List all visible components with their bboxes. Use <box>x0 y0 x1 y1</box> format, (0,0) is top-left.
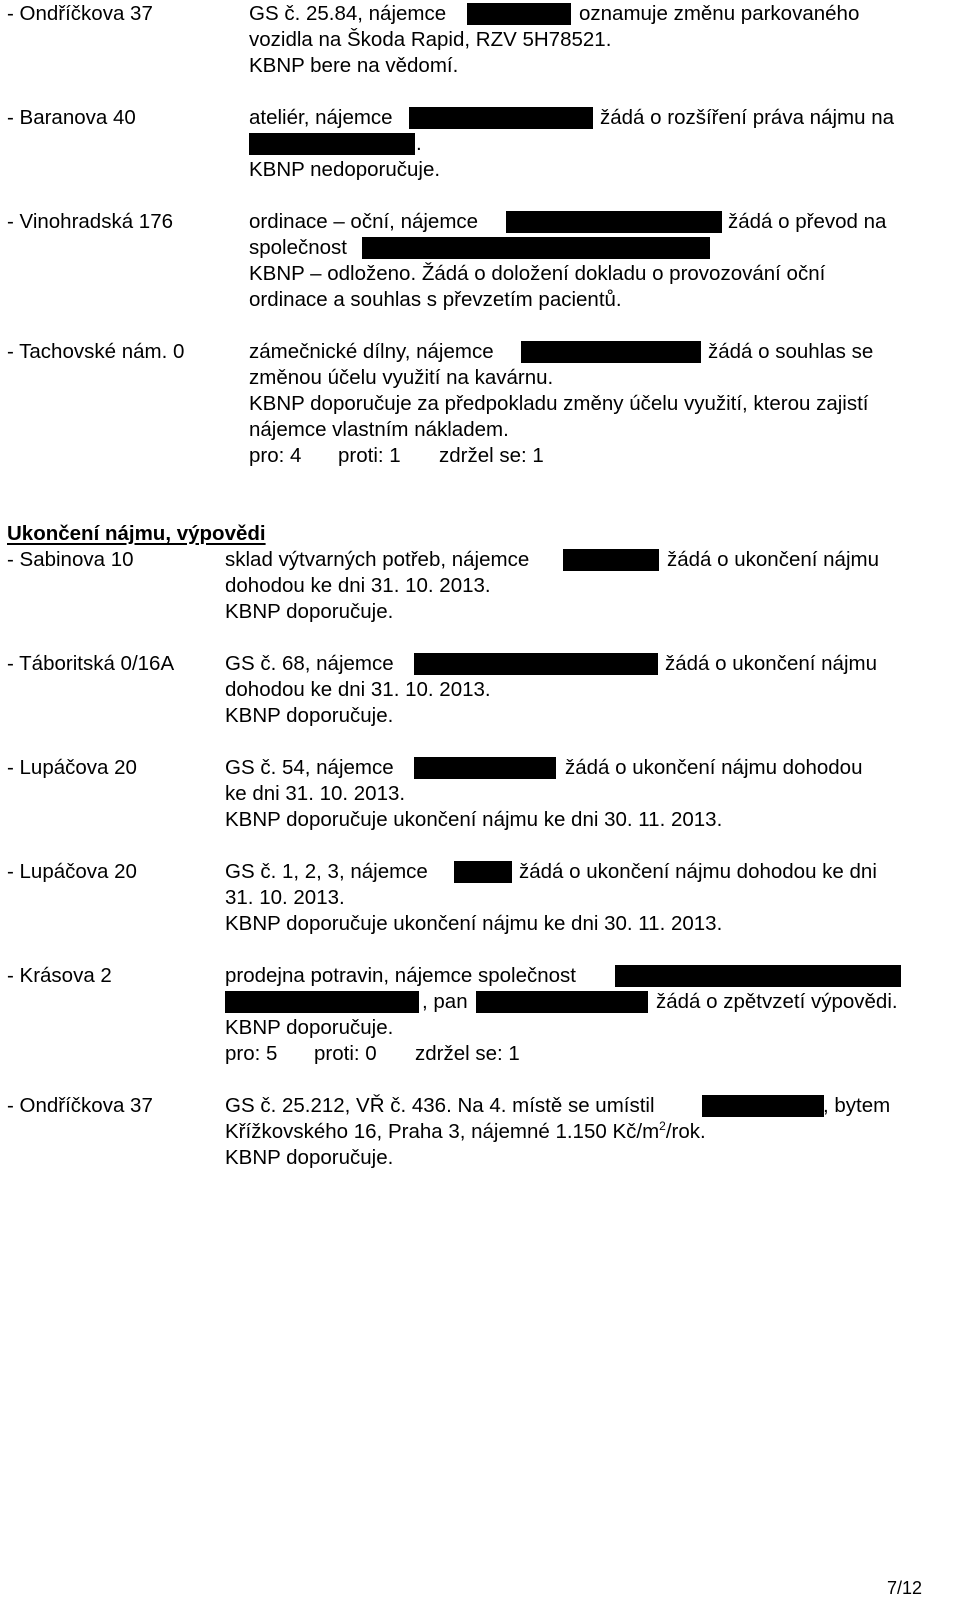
redaction-bar <box>362 237 710 259</box>
block-text: KBNP doporučuje. <box>225 1146 394 1169</box>
block-text: ateliér, nájemce <box>249 106 393 129</box>
address-label: - Ondříčkova 37 <box>7 1094 153 1117</box>
block-text <box>225 1119 706 1145</box>
address-label: - Lupáčova 20 <box>7 756 137 779</box>
vote-proti: proti: 1 <box>338 444 401 467</box>
vote-zdrzel: zdržel se: 1 <box>439 444 544 467</box>
block-text: KBNP doporučuje. <box>225 600 394 623</box>
redaction-bar <box>414 653 658 675</box>
block-text: KBNP nedoporučuje. <box>249 158 441 181</box>
address-label: - Táboritská 0/16A <box>7 652 175 675</box>
block-text: společnost <box>249 236 348 259</box>
block-text: oznamuje změnu parkovaného <box>579 2 860 25</box>
block-text: sklad výtvarných potřeb, nájemce <box>225 548 530 571</box>
redaction-bar <box>414 757 556 779</box>
redaction-bar <box>249 133 415 155</box>
rent-unit-superscript: 2 <box>659 1119 666 1134</box>
redaction-bar <box>476 991 648 1013</box>
block-text: ordinace – oční, nájemce <box>249 210 479 233</box>
block-text: . <box>416 132 422 155</box>
redaction-bar <box>521 341 701 363</box>
block-text: KBNP doporučuje. <box>225 704 394 727</box>
block-text: ordinace a souhlas s převzetím pacientů. <box>249 288 622 311</box>
block-text: GS č. 1, 2, 3, nájemce <box>225 860 428 883</box>
address-label: - Tachovské nám. 0 <box>7 340 185 363</box>
address-label: - Krásova 2 <box>7 964 112 987</box>
block-text: KBNP doporučuje ukončení nájmu ke dni 30. 11. 2013. <box>225 808 723 831</box>
block-text: prodejna potravin, nájemce společnost <box>225 964 576 987</box>
block-text: nájemce vlastním nákladem. <box>249 418 509 441</box>
redaction-bar <box>409 107 593 129</box>
address-label: - Vinohradská 176 <box>7 210 174 233</box>
block-text: GS č. 25.84, nájemce <box>249 2 447 25</box>
block-text: vozidla na Škoda Rapid, RZV 5H78521. <box>249 28 612 51</box>
page-number: 7/12 <box>887 1578 923 1598</box>
vote-proti: proti: 0 <box>314 1042 377 1065</box>
block-text: žádá o souhlas se <box>708 340 874 363</box>
rent-unit-tail: /rok. <box>665 1120 706 1143</box>
address-label: - Baranova 40 <box>7 106 136 129</box>
redaction-bar <box>225 991 419 1013</box>
block-text: KBNP doporučuje za předpokladu změny účelu využití, kterou zajistí <box>249 392 869 415</box>
vote-pro: pro: 5 <box>225 1042 278 1065</box>
block-text: , pan <box>422 990 468 1013</box>
redaction-bar <box>467 3 571 25</box>
block-text: , bytem <box>823 1094 891 1117</box>
address-label: - Ondříčkova 37 <box>7 2 153 25</box>
block-text: žádá o ukončení nájmu <box>667 548 879 571</box>
block-text: GS č. 54, nájemce <box>225 756 394 779</box>
address-label: - Lupáčova 20 <box>7 860 137 883</box>
block-text: dohodou ke dni 31. 10. 2013. <box>225 574 491 597</box>
redaction-bar <box>563 549 659 571</box>
vote-pro: pro: 4 <box>249 444 302 467</box>
block-text: žádá o ukončení nájmu dohodou <box>565 756 863 779</box>
block-text: KBNP – odloženo. Žádá o doložení dokladu o provozování oční <box>249 262 826 285</box>
block-text: ke dni 31. 10. 2013. <box>225 782 406 805</box>
block-text: zámečnické dílny, nájemce <box>249 340 494 363</box>
block-text: žádá o ukončení nájmu <box>665 652 877 675</box>
redaction-bar <box>454 861 512 883</box>
block-text: 31. 10. 2013. <box>225 886 345 909</box>
block-text: GS č. 68, nájemce <box>225 652 394 675</box>
block-text: žádá o rozšíření práva nájmu na <box>600 106 894 129</box>
redaction-bar <box>615 965 901 987</box>
vote-zdrzel: zdržel se: 1 <box>415 1042 520 1065</box>
block-text: žádá o zpětvzetí výpovědi. <box>656 990 898 1013</box>
rent-text: Křížkovského 16, Praha 3, nájemné 1.150 Kč/m <box>225 1120 660 1143</box>
block-text: GS č. 25.212, VŘ č. 436. Na 4. místě se umístil <box>225 1094 655 1117</box>
block-text: změnou účelu využití na kavárnu. <box>249 366 554 389</box>
block-text: KBNP bere na vědomí. <box>249 54 459 77</box>
redaction-bar <box>506 211 722 233</box>
block-text: dohodou ke dni 31. 10. 2013. <box>225 678 491 701</box>
section-title: Ukončení nájmu, výpovědi <box>7 522 266 545</box>
block-text: KBNP doporučuje. <box>225 1016 394 1039</box>
block-text: žádá o převod na <box>728 210 887 233</box>
block-text: KBNP doporučuje ukončení nájmu ke dni 30. 11. 2013. <box>225 912 723 935</box>
block-text: žádá o ukončení nájmu dohodou ke dni <box>519 860 877 883</box>
redaction-bar <box>702 1095 824 1117</box>
address-label: - Sabinova 10 <box>7 548 134 571</box>
